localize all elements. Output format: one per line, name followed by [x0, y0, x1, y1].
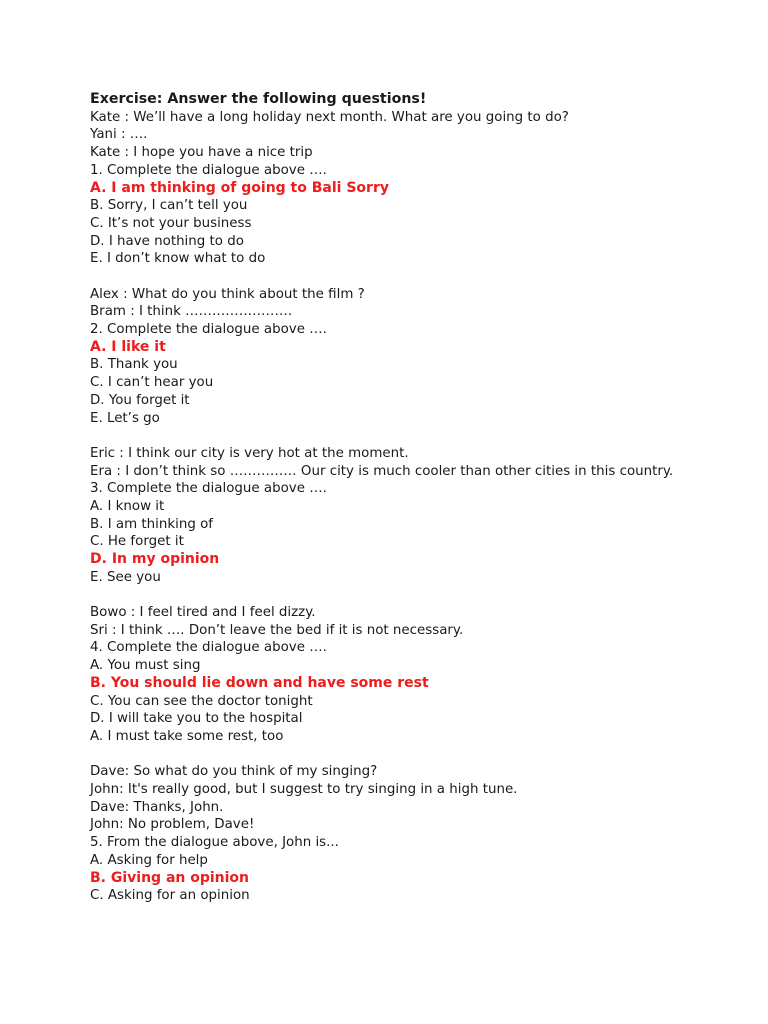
dialogue-line: Bowo : I feel tired and I feel dizzy.: [90, 605, 316, 621]
dialogue-line: Sri : I think …. Don’t leave the bed if it is not necessary.: [90, 622, 464, 638]
option: A. I know it: [90, 498, 165, 514]
question-prompt: 4. Complete the dialogue above ….: [90, 640, 327, 656]
option: A. I must take some rest, too: [90, 728, 284, 744]
dialogue-line: Kate : We’ll have a long holiday next month. What are you going to do?: [90, 109, 569, 125]
option: D. I will take you to the hospital: [90, 711, 303, 727]
dialogue-line: Dave: Thanks, John.: [90, 799, 224, 815]
dialogue-line: Eric : I think our city is very hot at the moment.: [90, 445, 409, 461]
spacer: [90, 268, 730, 286]
question-block-4: [90, 604, 730, 746]
dialogue-line: Dave: So what do you think of my singing?: [90, 764, 378, 780]
spacer: [90, 746, 730, 764]
option: D. I have nothing to do: [90, 233, 244, 249]
option: E. Let’s go: [90, 410, 160, 426]
option: E. See you: [90, 569, 161, 585]
question-prompt: 5. From the dialogue above, John is...: [90, 835, 339, 851]
option: B. Thank you: [90, 357, 178, 373]
option: B. I am thinking of: [90, 516, 213, 532]
option: A. Asking for help: [90, 852, 208, 868]
option: B. Sorry, I can’t tell you: [90, 198, 248, 214]
option: C. He forget it: [90, 534, 184, 550]
option: D. You forget it: [90, 392, 190, 408]
question-block-1: [90, 109, 730, 268]
dialogue-line: Alex : What do you think about the film ?: [90, 286, 365, 302]
question-prompt: 3. Complete the dialogue above ….: [90, 481, 327, 497]
exercise-title: Exercise: Answer the following questions!: [90, 91, 427, 107]
answer-option: D. In my opinion: [90, 551, 220, 568]
dialogue-line: Yani : ….: [90, 127, 148, 143]
answer-option: A. I am thinking of going to Bali Sorry: [90, 179, 389, 196]
question-block-3: [90, 445, 730, 587]
question-prompt: 1. Complete the dialogue above ….: [90, 162, 327, 178]
question-prompt: 2. Complete the dialogue above ….: [90, 322, 327, 338]
spacer: [90, 427, 730, 445]
dialogue-line: Era : I don’t think so …………… Our city is much cooler than other cities in this country.: [90, 463, 674, 479]
option: C. It’s not your business: [90, 215, 252, 231]
dialogue-line: Kate : I hope you have a nice trip: [90, 145, 313, 161]
spacer: [90, 586, 730, 604]
dialogue-line: John: No problem, Dave!: [90, 817, 255, 833]
dialogue-line: Bram : I think ……………………: [90, 304, 293, 320]
option: E. I don’t know what to do: [90, 251, 266, 267]
answer-option: B. You should lie down and have some rest: [90, 674, 429, 691]
option: C. Asking for an opinion: [90, 888, 250, 904]
option: C. I can’t hear you: [90, 375, 214, 391]
option: C. You can see the doctor tonight: [90, 693, 313, 709]
question-block-5: [90, 763, 730, 905]
dialogue-line: John: It's really good, but I suggest to try singing in a high tune.: [90, 781, 518, 797]
answer-option: B. Giving an opinion: [90, 869, 250, 886]
answer-option: A. I like it: [90, 338, 166, 355]
option: A. You must sing: [90, 658, 201, 674]
exercise-document: [90, 91, 730, 905]
question-block-2: [90, 286, 730, 428]
